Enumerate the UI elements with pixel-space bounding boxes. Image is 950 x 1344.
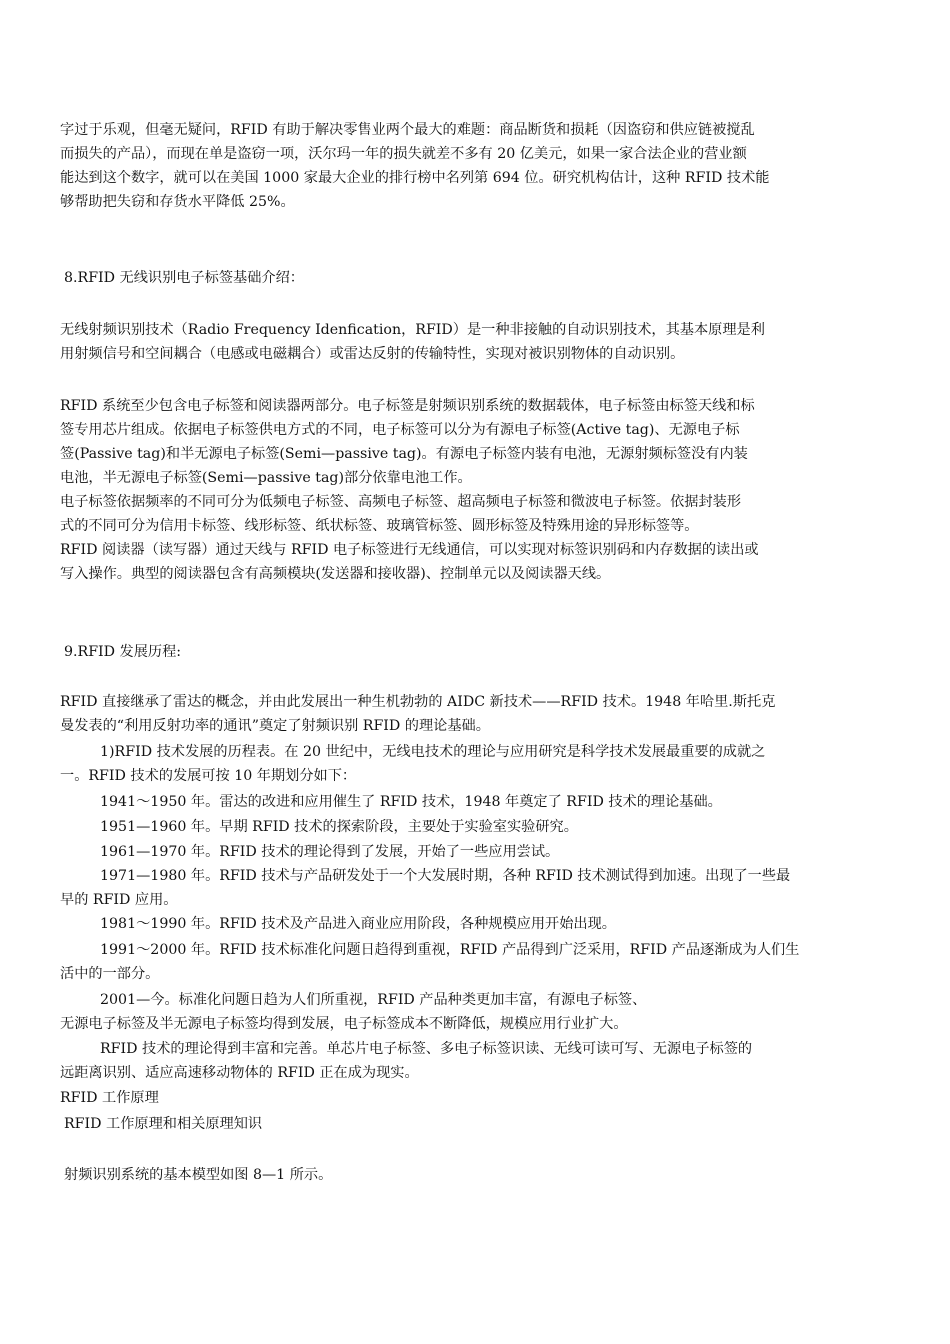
intro-line: 能达到这个数字，就可以在美国 1000 家最大企业的排行榜中名列第 694 位。研究机构估计，这种 RFID 技术能	[60, 170, 770, 186]
intro-line: 而损失的产品），而现在单是盗窃一项，沃尔玛一年的损失就差不多有 20 亿美元，如果一家合法企业的营业额	[60, 146, 747, 162]
principle-title: RFID 工作原理	[60, 1090, 159, 1106]
system-line: RFID 阅读器（读写器）通过天线与 RFID 电子标签进行无线通信，可以实现对标签识别码和内存数据的读出或	[60, 542, 759, 558]
timeline-entry-continued: 远距离识别、适应高速移动物体的 RFID 正在成为现实。	[60, 1065, 419, 1081]
section-heading-8: 8.RFID 无线识别电子标签基础介绍：	[64, 270, 304, 286]
definition-line: 无线射频识别技术（Radio Frequency Idenfication，RFID）是一种非接触的自动识别技术，其基本原理是利	[60, 322, 765, 338]
timeline-entry: 1941～1950 年。雷达的改进和应用催生了 RFID 技术，1948 年奠定了 RFID 技术的理论基础。	[100, 794, 722, 810]
definition-line: 用射频信号和空间耦合（电感或电磁耦合）或雷达反射的传输特性，实现对被识别物体的自动识别。	[60, 346, 685, 362]
timeline-entry: 1951—1960 年。早期 RFID 技术的探索阶段，主要处于实验室实验研究。	[100, 819, 578, 835]
timeline-entry: 2001—今。标准化问题日趋为人们所重视，RFID 产品种类更加丰富，有源电子标签、	[100, 992, 647, 1008]
timeline-entry-continued: 早的 RFID 应用。	[60, 892, 178, 908]
timeline-entry: 1991～2000 年。RFID 技术标准化问题日趋得到重视，RFID 产品得到广泛采用，RFID 产品逐渐成为人们生	[100, 942, 800, 958]
timeline-intro-line: 一。RFID 技术的发展可按 10 年期划分如下：	[60, 768, 357, 784]
principle-subtitle: RFID 工作原理和相关原理知识	[64, 1116, 263, 1132]
system-line: 式的不同可分为信用卡标签、线形标签、纸状标签、玻璃管标签、圆形标签及特殊用途的异形标签等。	[60, 518, 699, 534]
system-line: 写入操作。典型的阅读器包含有高频模块(发送器和接收器)、控制单元以及阅读器天线。	[60, 566, 611, 582]
history-line: 曼发表的“利用反射功率的通讯”奠定了射频识别 RFID 的理论基础。	[60, 718, 490, 734]
timeline-entry-continued: 活中的一部分。	[60, 966, 160, 982]
model-sentence: 射频识别系统的基本模型如图 8—1 所示。	[64, 1167, 333, 1183]
section-heading-9: 9.RFID 发展历程:	[64, 644, 182, 660]
history-line: RFID 直接继承了雷达的概念，并由此发展出一种生机勃勃的 AIDC 新技术——RFID 技术。1948 年哈里.斯托克	[60, 694, 776, 710]
timeline-intro-line: 1)RFID 技术发展的历程表。在 20 世纪中，无线电技术的理论与应用研究是科学技术发展最重要的成就之	[100, 744, 766, 760]
timeline-entry: 1971—1980 年。RFID 技术与产品研发处于一个大发展时期，各种 RFID 技术测试得到加速。出现了一些最	[100, 868, 791, 884]
intro-line: 字过于乐观，但毫无疑问，RFID 有助于解决零售业两个最大的难题：商品断货和损耗（因盗窃和供应链被搅乱	[60, 122, 755, 138]
system-line: 签(Passive tag)和半无源电子标签(Semi—passive tag)。有源电子标签内装有电池，无源射频标签没有内装	[60, 446, 748, 462]
timeline-entry: 1961—1970 年。RFID 技术的理论得到了发展，开始了一些应用尝试。	[100, 844, 560, 860]
timeline-entry-continued: 无源电子标签及半无源电子标签均得到发展，电子标签成本不断降低，规模应用行业扩大。	[60, 1016, 628, 1032]
timeline-entry: RFID 技术的理论得到丰富和完善。单芯片电子标签、多电子标签识读、无线可读可写、无源电子标签的	[100, 1041, 753, 1057]
timeline-entry: 1981～1990 年。RFID 技术及产品进入商业应用阶段，各种规模应用开始出现。	[100, 916, 616, 932]
system-line: RFID 系统至少包含电子标签和阅读器两部分。电子标签是射频识别系统的数据载体，电子标签由标签天线和标	[60, 398, 755, 414]
intro-line: 够帮助把失窃和存货水平降低 25%。	[60, 194, 295, 210]
system-line: 电子标签依据频率的不同可分为低频电子标签、高频电子标签、超高频电子标签和微波电子标签。依据封装形	[60, 494, 742, 510]
system-line: 签专用芯片组成。依据电子标签供电方式的不同，电子标签可以分为有源电子标签(Active tag)、无源电子标	[60, 422, 740, 438]
system-line: 电池，半无源电子标签(Semi—passive tag)部分依靠电池工作。	[60, 470, 472, 486]
